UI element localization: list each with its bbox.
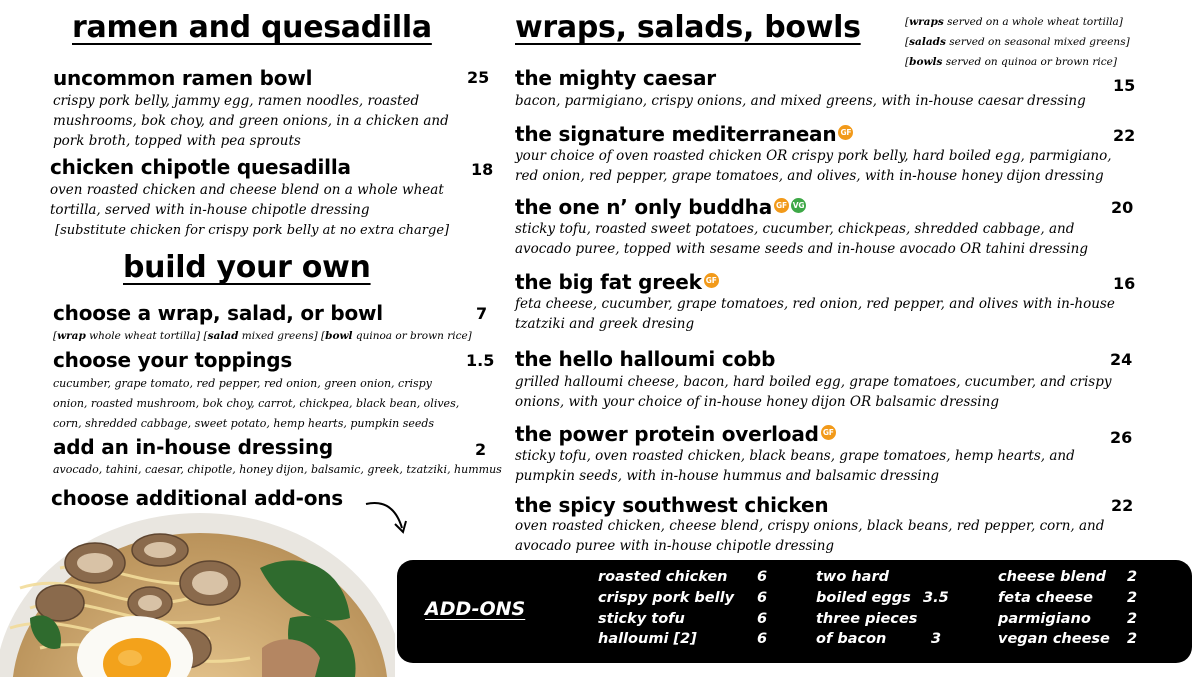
addon-item: vegan cheese (998, 631, 1110, 647)
caesar-name: the mighty caesar (515, 66, 716, 90)
halloumi-cobb-price: 24 (1110, 350, 1133, 369)
addon-price: 2 (1127, 611, 1138, 627)
greek-name: the big fat greek GF (515, 270, 719, 294)
greek-desc: feta cheese, cucumber, grape tomatoes, red onion, red pepper, and olives with in-house tzatziki and greek dresing (515, 296, 1115, 332)
build-dressing-name: add an in-house dressing (53, 435, 333, 459)
quesadilla-name: chicken chipotle quesadilla (50, 155, 351, 179)
addon-price: 6 (757, 590, 768, 606)
addon-price: 6 (757, 611, 768, 627)
greek-price: 16 (1113, 274, 1136, 293)
addon-item: parmigiano (998, 611, 1091, 627)
addon-price: 6 (757, 569, 768, 585)
quesadilla-note: [substitute chicken for crispy pork belly at no extra charge] (55, 223, 450, 238)
ramen-price: 25 (467, 68, 490, 87)
wraps-salads-bowls-heading: wraps, salads, bowls (515, 10, 861, 45)
legend-bowls: [bowls served on quinoa or brown rice] (905, 56, 1117, 68)
quesadilla-desc: oven roasted chicken and cheese blend on a whole wheat tortilla, served with in-house chipotle dressing (50, 182, 444, 218)
mediterranean-desc: your choice of oven roasted chicken OR crispy pork belly, hard boiled egg, parmigiano, red onion, red pepper, grape tomatoes, and olives, with in-house honey dijon dressing (515, 148, 1112, 184)
legend-salads: [salads served on seasonal mixed greens] (905, 36, 1130, 48)
addon-price: 3.5 (923, 590, 949, 606)
mediterranean-price: 22 (1113, 126, 1136, 145)
buddha-name: the one n’ only buddha GF VG (515, 195, 805, 219)
build-toppings-price: 1.5 (466, 351, 495, 370)
addon-item: three pieces (816, 611, 918, 627)
build-base-name: choose a wrap, salad, or bowl (53, 301, 383, 325)
addon-price: 2 (1127, 590, 1138, 606)
addon-item: halloumi [2] (598, 631, 697, 647)
ramen-name: uncommon ramen bowl (53, 66, 313, 90)
power-protein-desc: sticky tofu, oven roasted chicken, black beans, grape tomatoes, hemp hearts, and pumpkin seeds, with in-house hummus and balsamic dressing (515, 448, 1075, 484)
addon-item: two hard (816, 569, 889, 585)
caesar-price: 15 (1113, 76, 1136, 95)
buddha-desc: sticky tofu, roasted sweet potatoes, cucumber, chickpeas, shredded cabbage, and avocado puree, topped with sesame seeds and in-house avocado OR tahini dressing (515, 221, 1088, 257)
caesar-desc: bacon, parmigiano, crispy onions, and mixed greens, with in-house caesar dressing (515, 93, 1086, 109)
southwest-desc: oven roasted chicken, cheese blend, crispy onions, black beans, red pepper, corn, and avocado puree with in-house chipotle dressing (515, 518, 1105, 554)
gf-badge-icon: GF (704, 273, 719, 288)
ramen-quesadilla-heading: ramen and quesadilla (72, 10, 432, 45)
power-protein-price: 26 (1110, 428, 1133, 447)
build-dressing-price: 2 (475, 440, 487, 459)
addons-title: ADD-ONS (425, 598, 526, 620)
power-protein-name: the power protein overload GF (515, 422, 836, 446)
build-base-options: [wrap whole wheat tortilla] [salad mixed greens] [bowl quinoa or brown rice] (53, 330, 472, 342)
build-base-price: 7 (476, 304, 488, 323)
ramen-bowl-image (0, 508, 395, 677)
addon-item: feta cheese (998, 590, 1093, 606)
buddha-price: 20 (1111, 198, 1134, 217)
addon-item: of bacon (816, 631, 887, 647)
addons-panel (397, 560, 1192, 663)
quesadilla-price: 18 (471, 160, 494, 179)
gf-badge-icon: GF (774, 198, 789, 213)
addon-price: 6 (757, 631, 768, 647)
build-dressing-desc: avocado, tahini, caesar, chipotle, honey dijon, balsamic, greek, tzatziki, hummus (53, 463, 502, 476)
addon-item: boiled eggs (816, 590, 911, 606)
addon-item: crispy pork belly (598, 590, 735, 606)
addon-item: cheese blend (998, 569, 1106, 585)
ramen-desc: crispy pork belly, jammy egg, ramen noodles, roasted mushrooms, bok choy, and green onions, in a chicken and pork broth, topped with pea sprouts (53, 93, 449, 149)
build-toppings-name: choose your toppings (53, 348, 293, 372)
mediterranean-name: the signature mediterranean GF (515, 122, 853, 146)
addon-price: 3 (931, 631, 942, 647)
vg-badge-icon: VG (791, 198, 806, 213)
addon-price: 2 (1127, 569, 1138, 585)
addon-price: 2 (1127, 631, 1138, 647)
southwest-name: the spicy southwest chicken (515, 493, 829, 517)
addon-item: roasted chicken (598, 569, 728, 585)
legend-wraps: [wraps served on a whole wheat tortilla] (905, 16, 1123, 28)
halloumi-cobb-name: the hello halloumi cobb (515, 347, 776, 371)
build-your-own-heading: build your own (123, 250, 371, 285)
southwest-price: 22 (1111, 496, 1134, 515)
build-addons-name: choose additional add-ons (51, 486, 344, 510)
halloumi-cobb-desc: grilled halloumi cheese, bacon, hard boiled egg, grape tomatoes, cucumber, and crispy onions, with your choice of in-house honey dijon OR balsamic dressing (515, 374, 1112, 410)
gf-badge-icon: GF (838, 125, 853, 140)
gf-badge-icon: GF (821, 425, 836, 440)
addon-item: sticky tofu (598, 611, 685, 627)
build-toppings-desc: cucumber, grape tomato, red pepper, red onion, green onion, crispy onion, roasted mushroom, bok choy, carrot, chickpea, black bean, olives, corn, shredded cabbage, sweet potato, hemp hearts, pumpkin seeds (53, 377, 460, 430)
